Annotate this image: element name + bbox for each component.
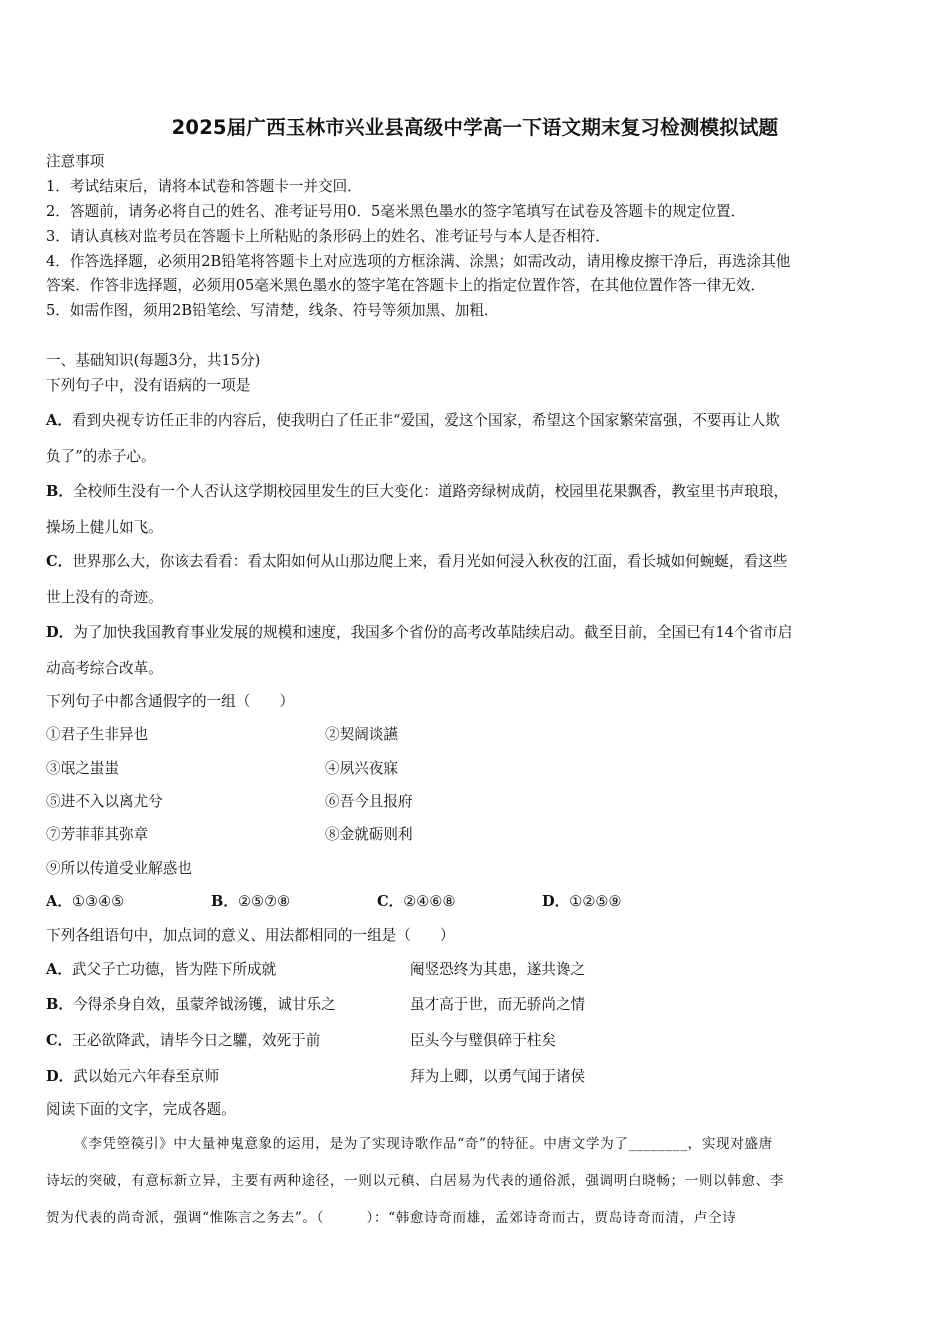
q3-option-b-right: 虽才高于世，而无骄尚之情 [410,996,586,1013]
option-text: 今得杀身自效，虽蒙斧钺汤镬，诚甘乐之 [72,996,336,1013]
q3-option-b-left [46,995,336,1015]
q3-option-a-right: 阉竖恐终为其患，遂共谗之 [410,961,586,978]
notice-item: 3．请认真核对监考员在答题卡上所粘贴的条形码上的姓名、准考证号与本人是否相符． [46,228,610,245]
notice-heading: 注意事项 [46,153,105,170]
q3-option-a-left [46,960,276,980]
notice-item: 5．如需作图，须用2B铅笔绘、写清楚，线条、符号等须加黑、加粗． [46,302,499,319]
option-letter: B． [46,483,73,500]
section-heading: 一、基础知识(每题3分，共15分) [46,352,261,369]
notice-item: 2．答题前，请务必将自己的姓名、准考证号用0．5毫米黑色墨水的签字笔填写在试卷及答题卡的规定位置． [46,203,746,220]
option-text: 武以始元六年春至京师 [73,1068,220,1085]
q1-option-b [46,482,788,502]
option-letter: A． [46,893,72,910]
option-text: ②④⑥⑧ [403,893,456,910]
notice-item: 答案．作答非选择题，必须用05毫米黑色墨水的签字笔在答题卡上的指定位置作答，在其他位置作答一律无效． [46,277,766,294]
option-text: 武父子亡功德，皆为陛下所成就 [71,961,277,978]
option-letter: C． [377,893,404,910]
option-letter: A． [46,961,72,978]
q3-option-c-left [46,1031,320,1051]
notice-item: 4．作答选择题，必须用2B铅笔将答题卡上对应选项的方框涂满、涂黑；如需改动，请用橡皮擦干净后，再选涂其他 [46,253,791,270]
q2-item: ⑨所以传道受业解惑也 [46,860,192,877]
option-letter: D． [46,624,74,641]
q1-stem: 下列句子中，没有语病的一项是 [46,377,251,394]
q2-item: ②契阔谈讌 [325,726,398,743]
option-text: 世界那么大，你该去看看：看太阳如何从山那边爬上来，看月光如何浸入秋夜的江面，看长城如何蜿蜒，看这些 [72,553,788,570]
option-letter: A． [46,412,72,429]
q1-option-c-cont: 世上没有的奇迹。 [46,589,163,606]
option-text: 为了加快我国教育事业发展的规模和速度，我国多个省份的高考改革陆续启动。截至目前，全国已有14个省市启 [73,624,793,641]
option-letter: B． [211,893,238,910]
option-text: ②⑤⑦⑧ [237,893,291,910]
reading-line: 贺为代表的尚奇派，强调“惟陈言之务去”。（ ）：“韩愈诗奇而雄，孟郊诗奇而古，贾岛诗奇而清，卢仝诗 [46,1210,737,1226]
option-letter: B． [46,996,73,1013]
option-letter: C． [46,553,73,570]
q2-item: ⑥吾今且报府 [325,793,413,810]
reading-line: 诗坛的突破，有意标新立异，主要有两种途径，一则以元稹、白居易为代表的通俗派，强调明白晓畅；一则以韩愈、李 [46,1173,785,1189]
q2-answer-c [377,892,456,912]
q2-item: ⑦芳菲菲其弥章 [46,826,149,843]
option-text: ①③④⑤ [71,893,125,910]
q1-option-a-cont: 负了”的赤子心。 [46,448,156,465]
q2-item: ⑧金就砺则利 [325,826,413,843]
q1-option-d-cont: 动高考综合改革。 [46,660,163,677]
option-text: 全校师生没有一个人否认这学期校园里发生的巨大变化：道路旁绿树成荫，校园里花果飘香，教室里书声琅琅， [72,483,789,500]
q1-option-c [46,552,787,572]
q3-option-d-left [46,1067,219,1087]
option-text: 王必欲降武，请毕今日之驩，效死于前 [72,1032,321,1049]
q2-answer-a [46,892,124,912]
option-letter: D． [542,893,570,910]
q2-item: ①君子生非异也 [46,726,149,743]
option-text: 看到央视专访任正非的内容后，使我明白了任正非“爱国，爱这个国家，希望这个国家繁荣富强，不要再让人欺 [71,412,780,429]
q2-item: ④夙兴夜寐 [325,760,398,777]
q1-option-b-cont: 操场上健儿如飞。 [46,519,163,536]
exam-title: 2025届广西玉林市兴业县高级中学高一下语文期末复习检测模拟试题 [171,116,779,139]
option-letter: C． [46,1032,73,1049]
q1-option-d [46,623,792,643]
q2-answer-d [542,892,622,912]
q3-stem: 下列各组语句中，加点词的意义、用法都相同的一组是（ ） [46,927,455,944]
q2-item: ③氓之蚩蚩 [46,760,119,777]
notice-item: 1．考试结束后，请将本试卷和答题卡一并交回． [46,178,362,195]
option-letter: D． [46,1068,74,1085]
q2-stem: 下列句子中都含通假字的一组（ ） [46,693,295,710]
q3-option-c-right: 臣头今与璧俱碎于柱矣 [410,1032,556,1049]
reading-intro: 阅读下面的文字，完成各题。 [46,1101,236,1118]
option-text: ①②⑤⑨ [569,893,622,910]
q1-option-a [46,411,780,431]
q2-answer-b [211,892,290,912]
q2-item: ⑤进不入以离尤兮 [46,793,163,810]
reading-line: 《李凭箜篌引》中大量神鬼意象的运用，是为了实现诗歌作品“奇”的特征。中唐文学为了________，实现对盛唐 [74,1136,773,1152]
q3-option-d-right: 拜为上卿，以勇气闻于诸侯 [410,1068,586,1085]
